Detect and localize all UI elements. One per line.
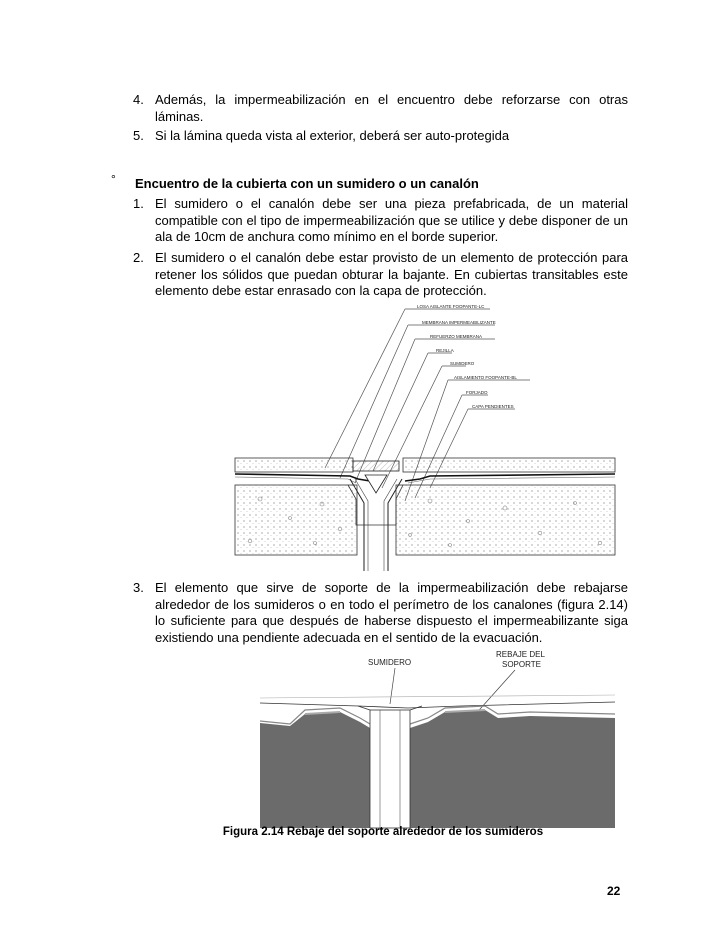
support-recess-drawing: [230, 648, 620, 830]
list-text: Además, la impermeabilización en el encuentro debe reforzarse con otras láminas.: [155, 92, 628, 124]
label-losa-aislante: LOSA AISLANTE FOOPANTE-LC: [417, 304, 485, 309]
list-item: [133, 580, 628, 646]
label-rebaje-line1: REBAJE DEL: [496, 650, 545, 659]
label-sumidero: SUMIDERO: [450, 361, 475, 366]
list-item: [133, 196, 628, 246]
section-bullet: °: [111, 172, 116, 186]
label-rejilla: REJILLA: [436, 348, 454, 353]
list-text: El elemento que sirve de soporte de la impermeabilización debe rebajarse alrededor de los sumideros o en todo el perímetro de los canalones (figura 2.14) lo suficiente para que después de haberse dispuesto el impermeabilizante siga existiendo una pendiente adecuada en el sentido de la evacuación.: [155, 580, 628, 645]
section-heading: Encuentro de la cubierta con un sumidero o un canalón: [135, 176, 479, 191]
list-item: [133, 92, 628, 125]
list-text: El sumidero o el canalón debe ser una pieza prefabricada, de un material compatible con el tipo de impermeabilización que se utilice y debe disponer de un ala de 10cm de anchura como mínimo en el borde superior.: [155, 196, 628, 244]
list-number: 4.: [133, 92, 144, 107]
label-sumidero-fig2: SUMIDERO: [368, 658, 412, 667]
list-number: 2.: [133, 250, 144, 265]
label-forjado: FORJADO: [466, 390, 488, 395]
figure-caption: Figura 2.14 Rebaje del soporte alrededor de los sumideros: [222, 826, 544, 838]
list-text: Si la lámina queda vista al exterior, deberá ser auto-protegida: [155, 128, 510, 143]
list-number: 3.: [133, 580, 144, 595]
drain-section-drawing: [230, 303, 620, 571]
list-item: [133, 250, 628, 300]
label-rebaje-line2: SOPORTE: [502, 660, 541, 669]
list-number: 1.: [133, 196, 144, 211]
list-item: [133, 128, 628, 145]
label-capa-pendientes: CAPA PENDIENTES: [472, 404, 514, 409]
list-number: 5.: [133, 128, 144, 143]
label-refuerzo: REFUERZO MEMBRANA: [430, 334, 483, 339]
list-text: El sumidero o el canalón debe estar provisto de un elemento de protección para retener los sólidos que puedan obturar la bajante. En cubiertas transitables este elemento debe estar enrasado con la capa de protección.: [155, 250, 628, 298]
page-number: 22: [607, 884, 621, 898]
label-aislamiento: AISLAMIENTO FOOPANTE-BL: [454, 375, 517, 380]
label-membrana: MEMBRANA IMPERMEABILIZANTE: [422, 320, 496, 325]
